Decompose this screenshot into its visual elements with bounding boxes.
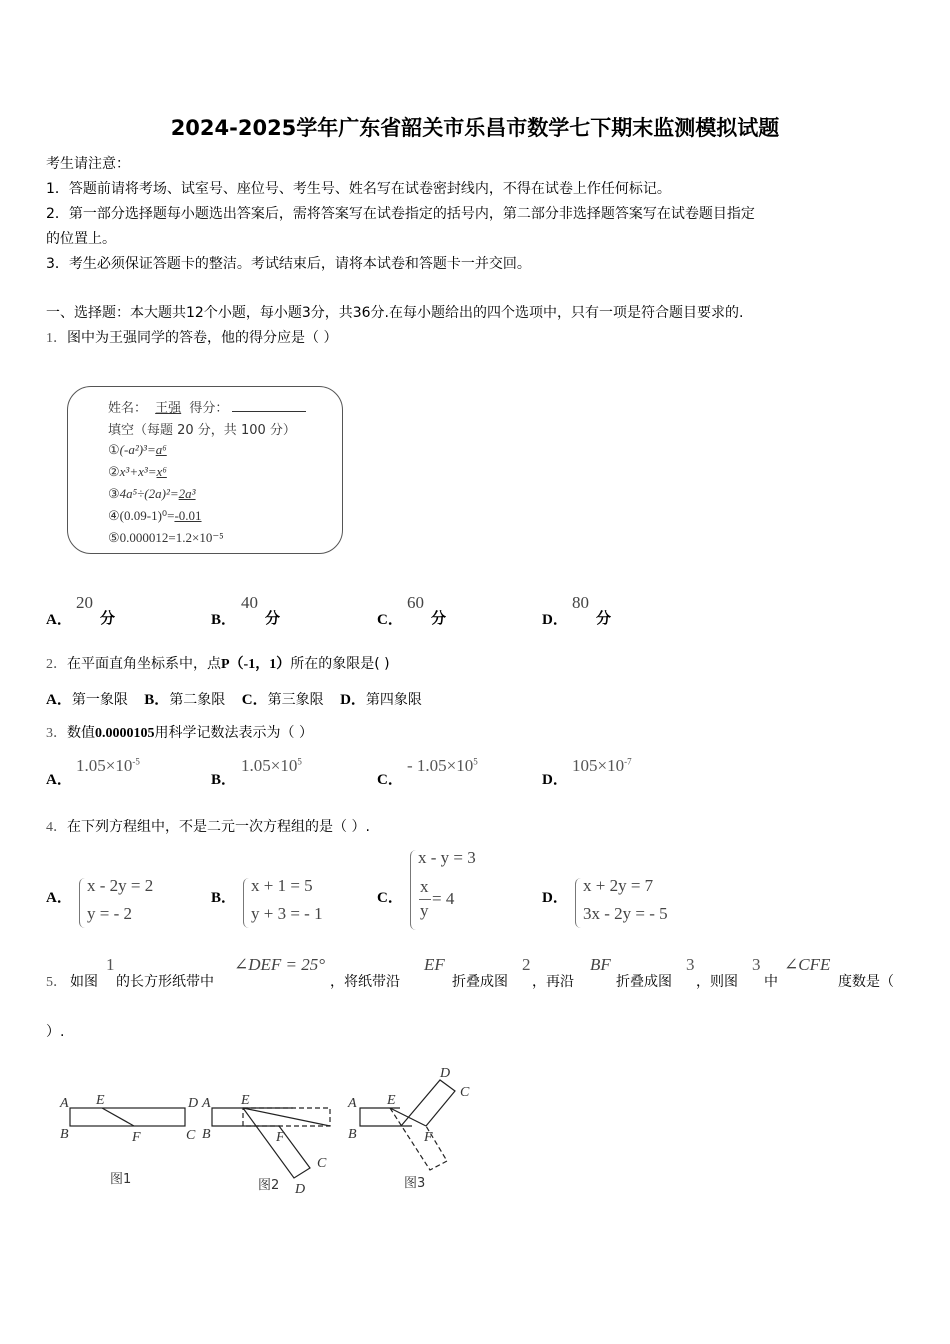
answer-sheet-image xyxy=(67,386,343,554)
q2-option-d[interactable]: D．第四象限 xyxy=(340,692,422,708)
svg-text:A: A xyxy=(202,1096,211,1111)
answer-sheet-name-row: 姓名： 王强 得分： xyxy=(108,397,306,416)
question-1 xyxy=(46,327,337,347)
brace-icon xyxy=(410,850,416,930)
svg-text:E: E xyxy=(241,1093,250,1108)
svg-text:A: A xyxy=(348,1096,357,1111)
svg-text:C: C xyxy=(186,1128,196,1143)
fig2-caption: 图2 xyxy=(258,1178,280,1193)
notice-item-2: 2．第一部分选择题每小题选出答案后，需将答案写在试卷指定的括号内，第二部分非选择题答案写在试卷题目指定 xyxy=(46,206,755,222)
folding-diagram xyxy=(50,1062,480,1197)
fig3-caption: 图3 xyxy=(404,1176,426,1191)
q4-option-d[interactable]: D． x + 2y = 7 3x - 2y = - 5 xyxy=(542,876,722,936)
fraction-bar xyxy=(419,899,431,900)
brace-icon xyxy=(575,878,581,928)
question-4: 4．在下列方程组中，不是二元一次方程组的是（ ）. xyxy=(46,819,370,835)
question-stem: 图中为王强同学的答卷，他的得分应是（ ） xyxy=(67,330,338,346)
svg-text:E: E xyxy=(96,1093,105,1108)
svg-text:B: B xyxy=(60,1127,69,1142)
notice-item-1: 1．答题前请将考场、试室号、座位号、考生号、姓名写在试卷密封线内，不得在试卷上作任何标记。 xyxy=(46,181,671,197)
q2-option-c[interactable]: C．第三象限 xyxy=(241,692,324,708)
section-heading: 一、选择题：本大题共12个小题，每小题3分，共36分.在每小题给出的四个选项中，只有一项是符合题目要求的. xyxy=(46,305,744,321)
q2-option-b[interactable]: B．第二象限 xyxy=(144,692,226,708)
folding-figures xyxy=(50,1062,480,1197)
question-2: 2．在平面直角坐标系中，点P（-1，1）所在的象限是( ) xyxy=(46,656,390,672)
student-name: 王强 xyxy=(155,401,182,416)
brace-icon xyxy=(79,878,85,928)
svg-text:D: D xyxy=(295,1182,306,1197)
answer-item-3: ③4a⁵÷(2a)²=2a³ xyxy=(108,486,196,501)
q4-option-c[interactable]: C． x - y = 3 x y = 4 xyxy=(377,848,537,938)
q4-option-a[interactable]: A． x - 2y = 2 y = - 2 xyxy=(46,876,206,936)
svg-text:C: C xyxy=(317,1156,327,1171)
answer-item-5: ⑤0.000012=1.2×10⁻⁵ xyxy=(108,530,224,545)
brace-icon xyxy=(243,878,249,928)
question-number: 1． xyxy=(46,331,67,346)
q4-option-b[interactable]: B． x + 1 = 5 y + 3 = - 1 xyxy=(211,876,371,936)
question-5-cont: ）. xyxy=(46,1024,65,1040)
svg-text:F: F xyxy=(276,1130,285,1145)
notice-item-2-cont: 的位置上。 xyxy=(46,231,116,247)
svg-text:A: A xyxy=(60,1096,69,1111)
notice-item-3: 3．考生必须保证答题卡的整洁。考试结束后，请将本试卷和答题卡一并交回。 xyxy=(46,256,531,272)
q2-options xyxy=(46,688,422,709)
svg-text:D: D xyxy=(188,1096,199,1111)
answer-item-2: ②x³+x³=x⁶ xyxy=(108,464,167,479)
q2-option-a[interactable]: A．第一象限 xyxy=(46,692,128,708)
svg-text:E: E xyxy=(387,1093,396,1108)
svg-text:F: F xyxy=(132,1130,141,1145)
answer-item-4: ④(0.09-1)⁰=-0.01 xyxy=(108,508,202,523)
answer-item-1: ①(-a²)³=a⁶ xyxy=(108,442,167,457)
svg-text:F: F xyxy=(424,1130,433,1145)
fig1-caption: 图1 xyxy=(110,1172,132,1187)
svg-text:B: B xyxy=(348,1127,357,1142)
notice-heading: 考生请注意： xyxy=(46,156,130,172)
svg-text:B: B xyxy=(202,1127,211,1142)
answer-sheet-section: 填空（每题 20 分，共 100 分） xyxy=(108,423,296,438)
question-3: 3．数值0.0000105用科学记数法表示为（ ） xyxy=(46,725,313,741)
svg-text:C: C xyxy=(460,1085,470,1100)
page-title: 2024-2025学年广东省韶关市乐昌市数学七下期末监测模拟试题 xyxy=(170,116,780,140)
score-blank xyxy=(232,411,306,412)
svg-text:D: D xyxy=(440,1066,451,1081)
